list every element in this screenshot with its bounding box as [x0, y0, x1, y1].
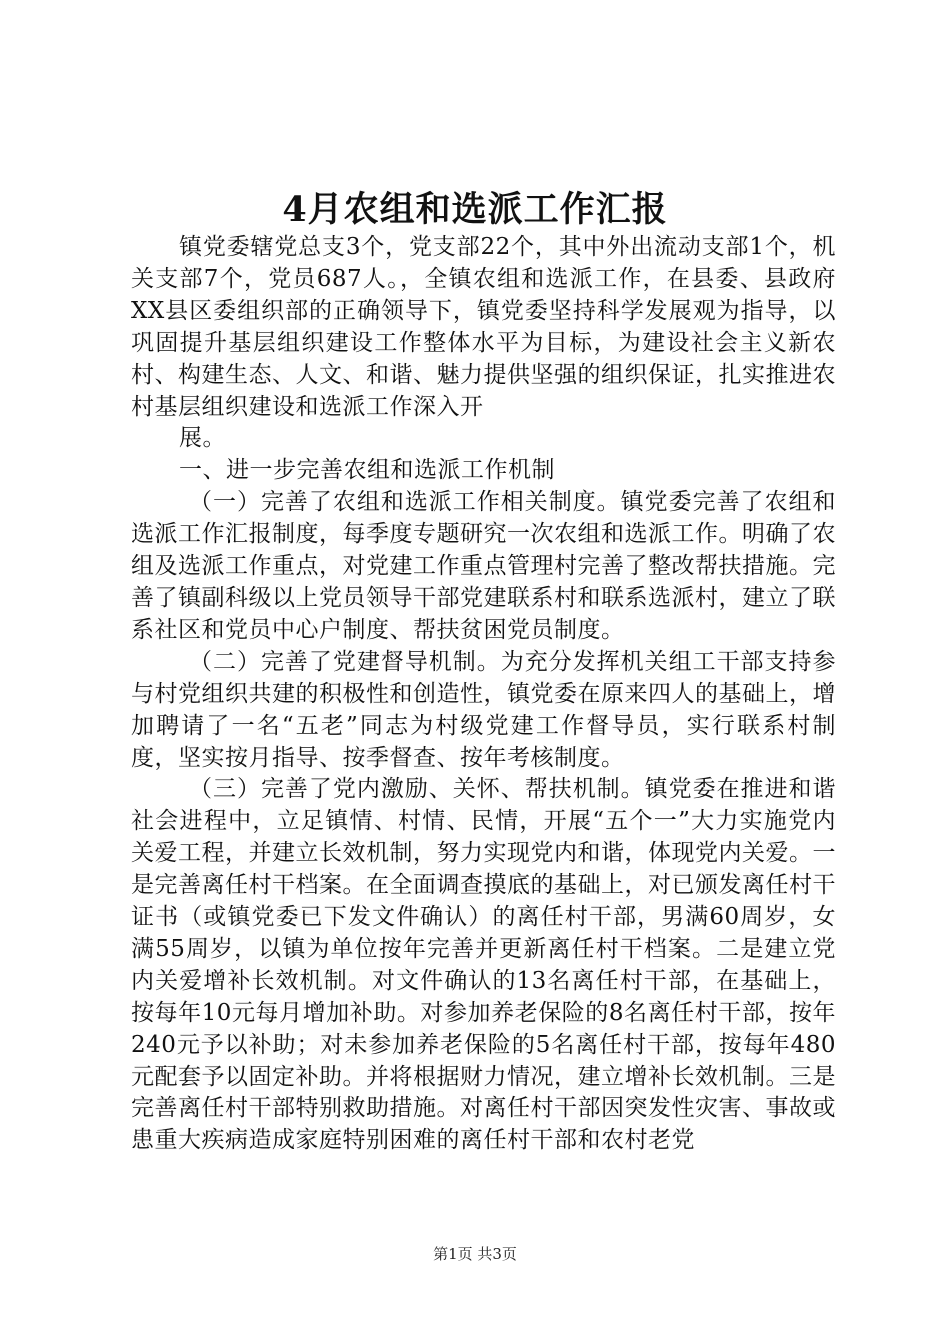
paragraph-intro-tail: 展。: [179, 425, 226, 452]
paragraph-item-1: （一）完善了农组和选派工作相关制度。镇党委完善了农组和选派工作汇报制度，每季度专题研究一次农组和选派工作。明确了农组及选派工作重点，对党建工作重点管理村完善了整改帮扶措施。完善了镇副科级以上党员领导干部党建联系村和联系选派村，建立了联系社区和党员中心户制度、帮扶贫困党员制度。: [131, 489, 836, 643]
paragraph-item-3: （三）完善了党内激励、关怀、帮扶机制。镇党委在推进和谐社会进程中，立足镇情、村情、民情，开展“五个一”大力实施党内关爱工程，并建立长效机制，努力实现党内和谐，体现党内关爱。一是完善离任村干档案。在全面调查摸底的基础上，对已颁发离任村干证书（或镇党委已下发文件确认）的离任村干部，男满60周岁，女满55周岁，以镇为单位按年完善并更新离任村干档案。二是建立党内关爱增补长效机制。对文件确认的13名离任村干部，在基础上，按每年10元每月增加补助。对参加养老保险的8名离任村干部，按年240元予以补助；对未参加养老保险的5名离任村干部，按每年480元配套予以固定补助。并将根据财力情况，建立增补长效机制。三是完善离任村干部特别救助措施。对离任村干部因突发性灾害、事故或患重大疾病造成家庭特别困难的离任村干部和农村老党: [131, 776, 836, 1154]
paragraph-item-2: （二）完善了党建督导机制。为充分发挥机关组工干部支持参与村党组织共建的积极性和创造性，镇党委在原来四人的基础上，增加聘请了一名“五老”同志为村级党建工作督导员，实行联系村制度，坚实按月指导、按季督查、按年考核制度。: [131, 648, 836, 771]
section-heading: 一、进一步完善农组和选派工作机制: [179, 457, 555, 484]
page-number-footer: 第1页 共3页: [433, 1245, 517, 1263]
document-body: [131, 232, 836, 1157]
paragraph-intro: 镇党委辖党总支3个，党支部22个，其中外出流动支部1个，机关支部7个，党员687人。，全镇农组和选派工作，在县委、县政府XX县区委组织部的正确领导下，镇党委坚持科学发展观为指导，以巩固提升基层组织建设工作整体水平为目标，为建设社会主义新农村、构建生态、人文、和谐、魅力提供坚强的组织保证，扎实推进农村基层组织建设和选派工作深入开: [131, 234, 836, 420]
document-title: 4月农组和选派工作汇报: [282, 189, 668, 230]
